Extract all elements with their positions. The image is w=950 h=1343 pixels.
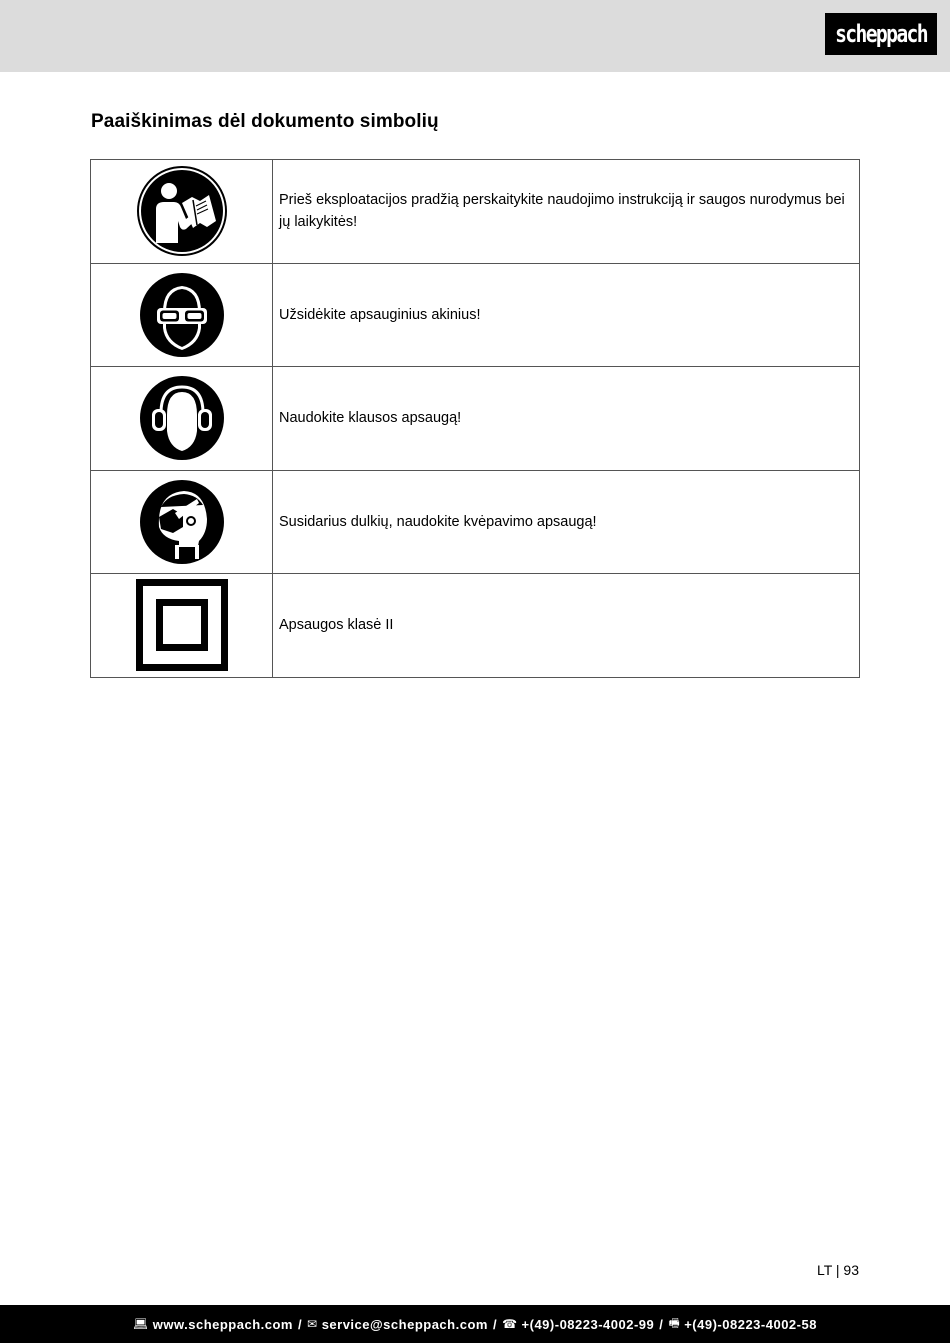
icon-cell (91, 470, 273, 574)
icon-cell (91, 367, 273, 471)
footer-phone: +(49)-08223-4002-99 (521, 1316, 655, 1332)
footer-separator: / (298, 1316, 303, 1332)
icon-cell (91, 263, 273, 367)
table-row (91, 263, 860, 367)
footer-separator: / (492, 1316, 498, 1332)
phone-icon: ☎︎ (502, 1317, 518, 1331)
symbol-description: Susidarius dulkių, naudokite kvėpavimo apsaugą! (273, 470, 860, 574)
icon-cell (91, 574, 273, 678)
symbol-description: Naudokite klausos apsaugą! (273, 367, 860, 471)
header-bar (0, 0, 950, 72)
protection-class-ii-icon (136, 579, 228, 671)
respirator-icon (139, 479, 225, 565)
read-manual-icon (136, 165, 228, 257)
safety-goggles-icon (139, 272, 225, 358)
footer-email-link[interactable]: service@scheppach.com (321, 1316, 488, 1332)
page-number: LT | 93 (816, 1262, 859, 1278)
mail-icon: ✉︎ (307, 1317, 318, 1331)
computer-icon: 💻︎ (133, 1317, 149, 1331)
symbol-description: Apsaugos klasė II (273, 574, 860, 678)
table-row (91, 160, 860, 264)
ear-protection-icon (139, 375, 225, 461)
page-title: Paaiškinimas dėl dokumento simbolių (91, 111, 439, 132)
icon-cell (91, 160, 273, 264)
symbols-table (90, 159, 860, 678)
table-row (91, 574, 860, 678)
footer-separator: / (659, 1316, 664, 1332)
table-row (91, 367, 860, 471)
footer-bar (0, 1305, 950, 1343)
symbol-description: Prieš eksploatacijos pradžią perskaitykite naudojimo instrukciją ir saugos nurodymus bei jų laikykitės! (273, 160, 860, 264)
scheppach-logo: scheppach (825, 13, 937, 55)
fax-icon: 🖷︎ (668, 1315, 681, 1330)
footer-fax: +(49)-08223-4002-58 (684, 1316, 817, 1332)
footer-website-link[interactable]: www.scheppach.com (152, 1316, 293, 1332)
symbol-description: Užsidėkite apsauginius akinius! (273, 263, 860, 367)
table-row (91, 470, 860, 574)
